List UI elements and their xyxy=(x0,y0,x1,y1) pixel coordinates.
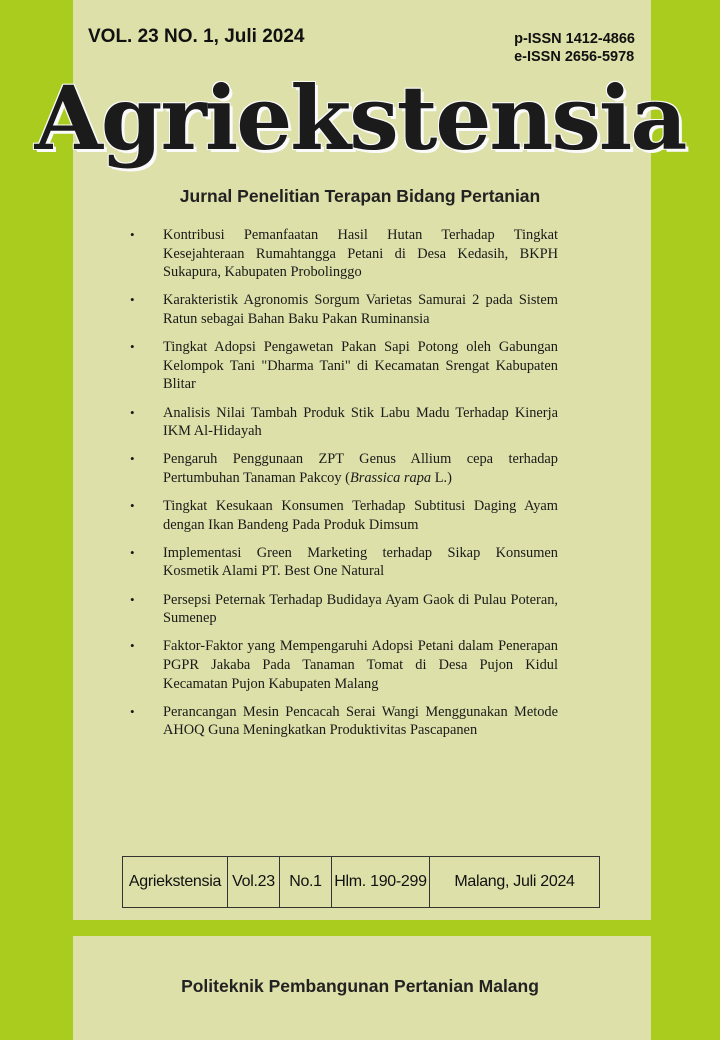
article-item: • Tingkat Kesukaan Konsumen Terhadap Subtitusi Daging Ayam dengan Ikan Bandeng Pada Produk Dimsum xyxy=(130,497,558,534)
publication-info-box xyxy=(122,856,600,908)
info-number: No.1 xyxy=(280,857,332,907)
info-pages: Hlm. 190-299 xyxy=(332,857,430,907)
article-item: • Faktor-Faktor yang Mempengaruhi Adopsi Petani dalam Penerapan PGPR Jakaba Pada Tanaman Tomat di Desa Pujon Kidul Kecamatan Pujon Kabupaten Malang xyxy=(130,637,558,693)
article-item xyxy=(130,450,558,487)
publisher-name: Politeknik Pembangunan Pertanian Malang xyxy=(181,976,539,996)
info-volume: Vol.23 xyxy=(228,857,280,907)
article-item: • Persepsi Peternak Terhadap Budidaya Ayam Gaok di Pulau Poteran, Sumenep xyxy=(130,591,558,628)
issn-block xyxy=(514,30,635,66)
journal-subtitle: Jurnal Penelitian Terapan Bidang Pertanian xyxy=(179,186,541,206)
article-item: • Implementasi Green Marketing terhadap Sikap Konsumen Kosmetik Alami PT. Best One Natural xyxy=(130,544,558,581)
article-item: • Analisis Nilai Tambah Produk Stik Labu Madu Terhadap Kinerja IKM Al-Hidayah xyxy=(130,404,558,441)
p-issn: p-ISSN 1412-4866 xyxy=(514,31,635,47)
article-text: Pengaruh Penggunaan ZPT Genus Allium cepa terhadap Pertumbuhan Tanaman Pakcoy ( xyxy=(163,451,558,486)
e-issn: e-ISSN 2656-5978 xyxy=(514,49,635,65)
article-item: • Kontribusi Pemanfaatan Hasil Hutan Terhadap Tingkat Kesejahteraan Rumahtangga Petani di Desa Kedasih, BKPH Sukapura, Kabupaten Probolinggo xyxy=(130,226,558,282)
volume-label: VOL. 23 NO. 1, Juli 2024 xyxy=(88,26,305,47)
info-place-date: Malang, Juli 2024 xyxy=(454,873,575,890)
article-item: • Karakteristik Agronomis Sorgum Varietas Samurai 2 pada Sistem Ratun sebagai Bahan Baku Pakan Ruminansia xyxy=(130,291,558,328)
article-list xyxy=(130,226,558,750)
article-item: • Perancangan Mesin Pencacah Serai Wangi Menggunakan Metode AHOQ Guna Meningkatkan Produktivitas Pascapanen xyxy=(130,703,558,740)
article-text: L.) xyxy=(431,469,452,486)
info-journal: Agriekstensia xyxy=(123,857,228,907)
journal-title: Agriekstensia xyxy=(34,66,686,170)
article-item: • Tingkat Adopsi Pengawetan Pakan Sapi Potong oleh Gabungan Kelompok Tani "Dharma Tani" di Kecamatan Srengat Kabupaten Blitar xyxy=(130,338,558,394)
article-species-name: Brassica rapa xyxy=(349,469,432,486)
